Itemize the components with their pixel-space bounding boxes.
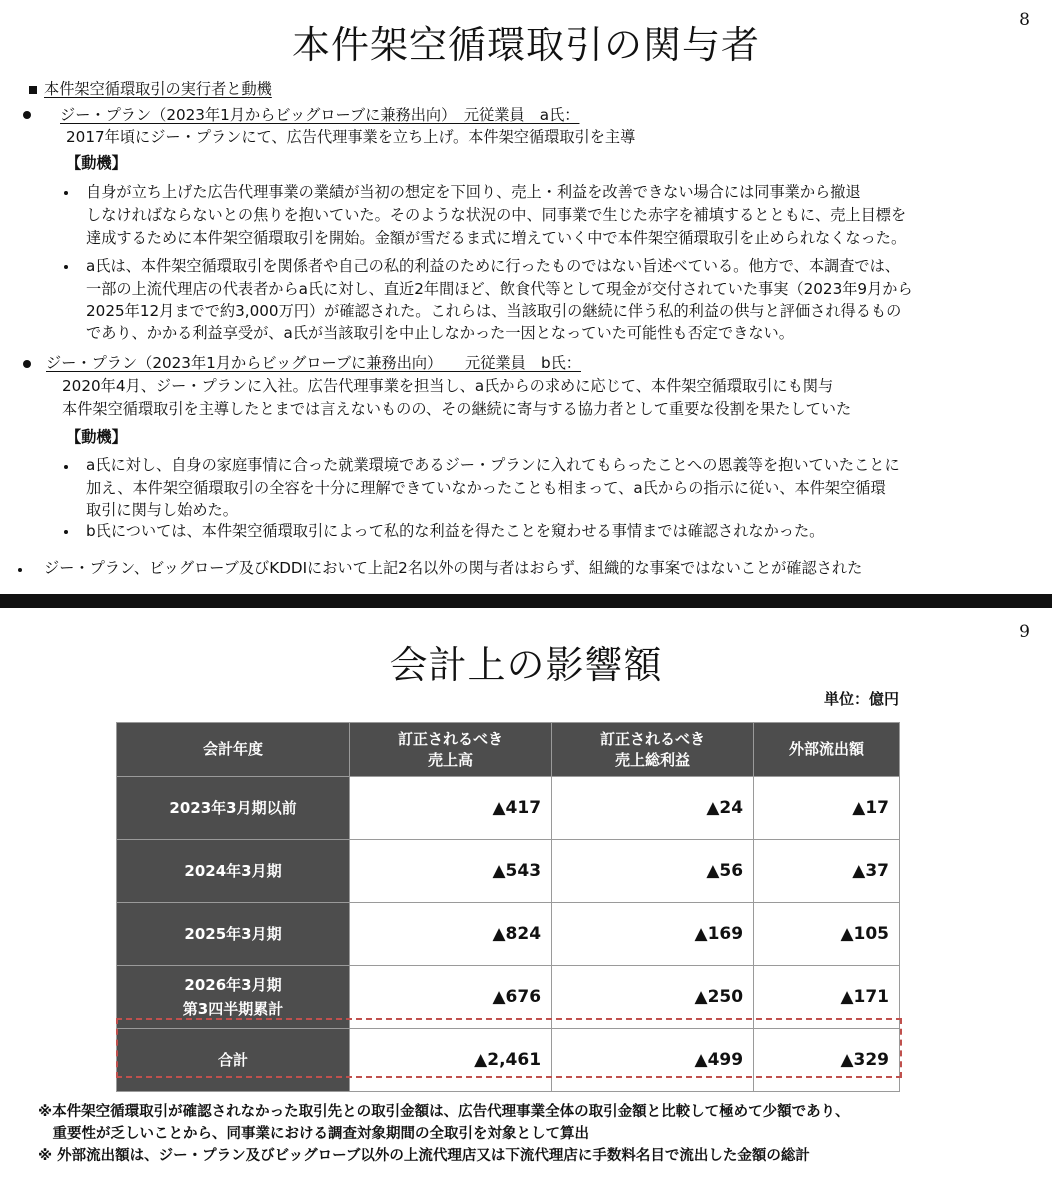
footnote-line: ※ 外部流出額は、ジー・プラン及びビッグローブ以外の上流代理店又は下流代理店に手数料名目で流出した金額の総計 <box>38 1148 810 1164</box>
table-header-row <box>117 723 900 777</box>
motive-a1-line: 自身が立ち上げた広告代理事業の業績が当初の想定を下回り、売上・利益を改善できない場合には同事業から撤退 <box>86 183 861 201</box>
motive-a2-line: 2025年12月までで約3,000万円）が確認された。これらは、当該取引の継続に伴う私的利益の供与と評価され得るもの <box>86 302 902 320</box>
motive-a1-line: 達成するために本件架空循環取引を開始。金額が雪だるま式に増えていく中で本件架空循環取引を止められなくなった。 <box>86 229 907 247</box>
footnote-line: ※本件架空循環取引が確認されなかった取引先との取引金額は、広告代理事業全体の取引金額と比較して極めて少額であり、 <box>38 1104 850 1120</box>
bullet-icon <box>18 568 22 572</box>
bullet-icon <box>23 360 31 368</box>
unit-label: 単位：億円 <box>823 690 899 708</box>
sales-cell: ▲824 <box>350 903 552 966</box>
motive-b2-line: b氏については、本件架空循環取引によって私的な利益を得たことを窺わせる事情までは確認されなかった。 <box>86 522 825 540</box>
motive-a2-line: であり、かかる利益享受が、a氏が当該取引を中止しなかった一因となっていた可能性も否定できない。 <box>86 324 794 342</box>
page-number: 8 <box>1019 10 1030 30</box>
outflow-total-cell: ▲329 <box>754 1029 900 1092</box>
column-header: 訂正されるべき 売上総利益 <box>552 723 754 777</box>
table-total-row <box>117 1029 900 1092</box>
column-header: 外部流出額 <box>754 723 900 777</box>
square-bullet-icon <box>29 86 37 94</box>
outflow-cell: ▲17 <box>754 777 900 840</box>
gross-profit-cell: ▲24 <box>552 777 754 840</box>
sales-cell: ▲543 <box>350 840 552 903</box>
outflow-cell: ▲37 <box>754 840 900 903</box>
slide-9 <box>0 608 1052 1200</box>
section-heading: 本件架空循環取引の実行者と動機 <box>44 80 272 98</box>
motive-b1-line: 取引に関与し始めた。 <box>86 501 238 519</box>
person-b-summary-line: 本件架空循環取引を主導したとまでは言えないものの、その継続に寄与する協力者として重要な役割を果たしていた <box>62 400 852 418</box>
slide-title: 本件架空循環取引の関与者 <box>291 23 760 67</box>
column-header: 訂正されるべき 売上高 <box>350 723 552 777</box>
slide-divider <box>0 594 1052 608</box>
motive-a2-line: a氏は、本件架空循環取引を関係者や自己の私的利益のために行ったものではない旨述べている。他方で、本調査では、 <box>86 257 900 275</box>
table-row <box>117 966 900 1029</box>
person-b-motive-label: 【動機】 <box>66 428 127 446</box>
table-row <box>117 777 900 840</box>
footnote-line: 重要性が乏しいことから、同事業における調査対象期間の全取引を対象として算出 <box>38 1126 589 1142</box>
motive-a2-line: 一部の上流代理店の代表者からa氏に対し、直近2年間ほど、飲食代等として現金が交付されていた事実（2023年9月から <box>86 280 913 298</box>
motive-a1-line: しなければならないとの焦りを抱いていた。そのような状況の中、同事業で生じた赤字を補填するとともに、売上目標を <box>86 206 907 224</box>
outflow-cell: ▲105 <box>754 903 900 966</box>
gross-profit-total-cell: ▲499 <box>552 1029 754 1092</box>
person-a-summary: 2017年頃にジー・プランにて、広告代理事業を立ち上げ。本件架空循環取引を主導 <box>66 128 636 146</box>
slide-8 <box>0 0 1052 594</box>
closing-note: ジー・プラン、ビッグローブ及びKDDIにおいて上記2名以外の関与者はおらず、組織的な事案ではないことが確認された <box>44 559 863 577</box>
fiscal-year-label: 2026年3月期 第3四半期累計 <box>117 966 350 1029</box>
total-label: 合計 <box>117 1029 350 1092</box>
motive-b1-line: 加え、本件架空循環取引の全容を十分に理解できていなかったことも相まって、a氏からの指示に従い、本件架空循環 <box>86 479 886 497</box>
page-number: 9 <box>1019 622 1030 642</box>
gross-profit-cell: ▲169 <box>552 903 754 966</box>
column-header: 会計年度 <box>117 723 350 777</box>
table-row <box>117 840 900 903</box>
bullet-icon <box>23 111 31 119</box>
impact-table <box>116 722 900 1092</box>
fiscal-year-label: 2025年3月期 <box>117 903 350 966</box>
person-b-header: ジー・プラン（2023年1月からビッグローブに兼務出向） 元従業員 b氏： <box>46 354 581 372</box>
sales-cell: ▲417 <box>350 777 552 840</box>
fiscal-year-label: 2023年3月期以前 <box>117 777 350 840</box>
person-b-summary-line: 2020年4月、ジー・プランに入社。広告代理事業を担当し、a氏からの求めに応じて、本件架空循環取引にも関与 <box>62 377 834 395</box>
sales-total-cell: ▲2,461 <box>350 1029 552 1092</box>
table-row <box>117 903 900 966</box>
motive-b1-line: a氏に対し、自身の家庭事情に合った就業環境であるジー・プランに入れてもらったことへの恩義等を抱いていたことに <box>86 456 900 474</box>
slide-title: 会計上の影響額 <box>389 643 663 687</box>
gross-profit-cell: ▲250 <box>552 966 754 1029</box>
sales-cell: ▲676 <box>350 966 552 1029</box>
person-a-header: ジー・プラン（2023年1月からビッグローブに兼務出向） 元従業員 a氏： <box>60 106 580 124</box>
gross-profit-cell: ▲56 <box>552 840 754 903</box>
bullet-icon <box>64 265 68 269</box>
person-a-motive-label: 【動機】 <box>66 154 127 172</box>
outflow-cell: ▲171 <box>754 966 900 1029</box>
bullet-icon <box>64 191 68 195</box>
fiscal-year-label: 2024年3月期 <box>117 840 350 903</box>
bullet-icon <box>64 530 68 534</box>
bullet-icon <box>64 465 68 469</box>
